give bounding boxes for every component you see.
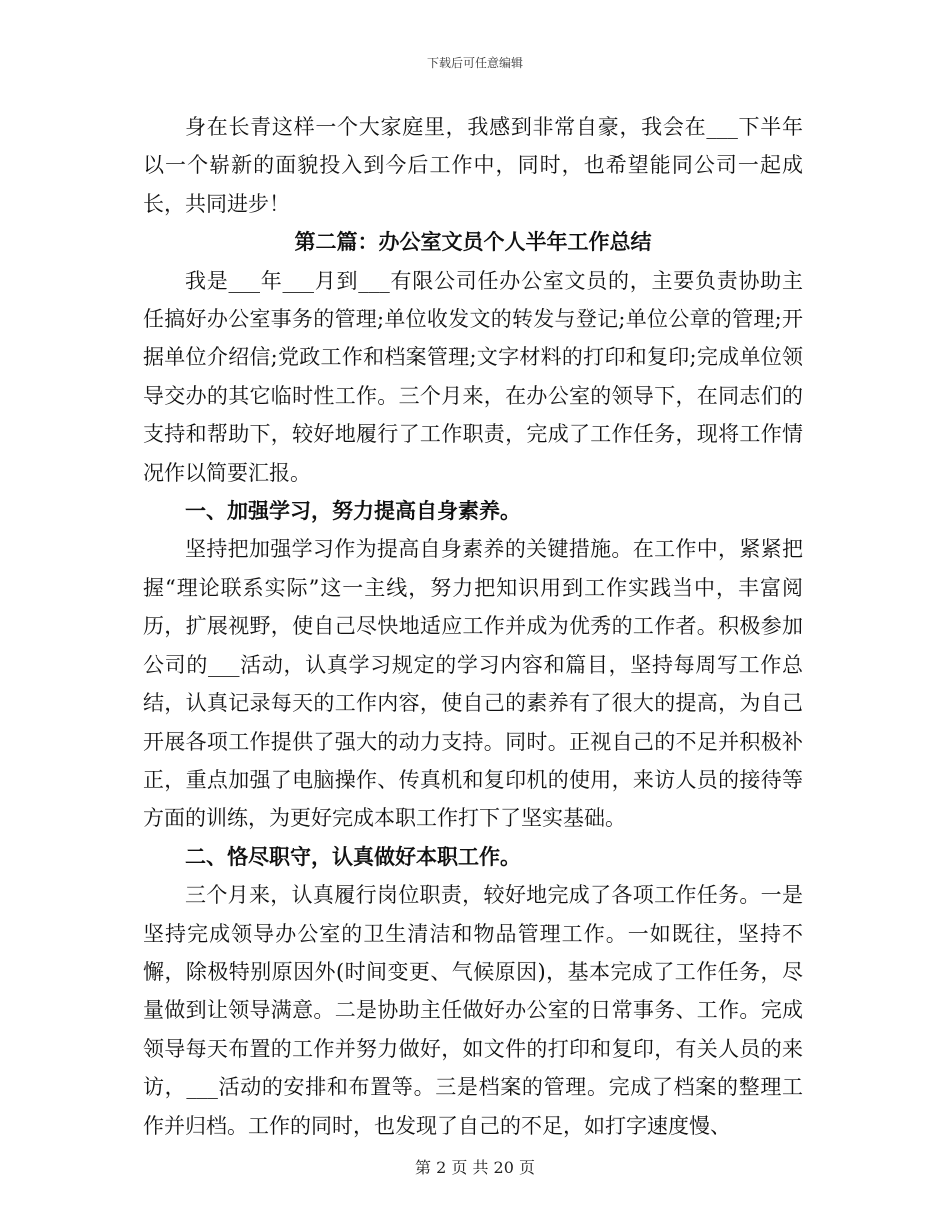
heading-1: 一、加强学习，努力提高自身素养。 [185, 498, 521, 524]
document-body [143, 108, 803, 1145]
page-number: 第 2 页 共 20 页 [415, 1158, 535, 1177]
heading-2: 二、恪尽职守，认真做好本职工作。 [185, 843, 521, 869]
paragraph-1: 身在长青这样一个大家庭里，我感到非常自豪，我会在___下半年以一个崭新的面貌投入到今后工作中，同时，也希望能同公司一起成长，共同进步！ [143, 115, 803, 216]
paragraph-4: 三个月来，认真履行岗位职责，较好地完成了各项工作任务。一是坚持完成领导办公室的卫生清洁和物品管理工作。一如既往，坚持不懈，除极特别原因外(时间变更、气候原因)，基本完成了工作任务，尽量做到让领导满意。二是协助主任做好办公室的日常事务、工作。完成领导每天布置的工作并努力做好，如文件的打印和复印，有关人员的来访，___活动的安排和布置等。三是档案的管理。完成了档案的整理工作并归档。工作的同时，也发现了自己的不足，如打字速度慢、 [143, 883, 803, 1138]
paragraph-3: 坚持把加强学习作为提高自身素养的关键措施。在工作中，紧紧把握“理论联系实际”这一主线，努力把知识用到工作实践当中，丰富阅历，扩展视野，使自己尽快地适应工作并成为优秀的工作者。积极参加公司的___活动，认真学习规定的学习内容和篇目，坚持每周写工作总结，认真记录每天的工作内容，使自己的素养有了很大的提高，为自己开展各项工作提供了强大的动力支持。同时。正视自己的不足并积极补正，重点加强了电脑操作、传真机和复印机的使用，来访人员的接待等方面的训练，为更好完成本职工作打下了坚实基础。 [143, 537, 803, 831]
page-header-note: 下载后可任意编辑 [426, 56, 523, 70]
section-title: 第二篇：办公室文员个人半年工作总结 [294, 229, 652, 255]
paragraph-2: 我是___年___月到___有限公司任办公室文员的，主要负责协助主任搞好办公室事务的管理;单位收发文的转发与登记;单位公章的管理;开据单位介绍信;党政工作和档案管理;文字材料的打印和复印;完成单位领导交办的其它临时性工作。三个月来，在办公室的领导下，在同志们的支持和帮助下，较好地履行了工作职责，完成了工作任务，现将工作情况作以简要汇报。 [143, 268, 803, 485]
